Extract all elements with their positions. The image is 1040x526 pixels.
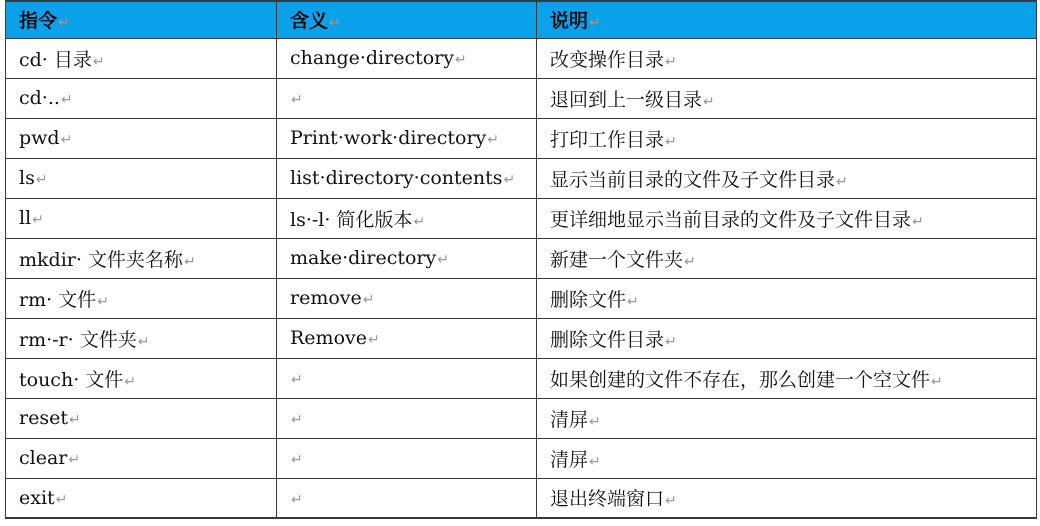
cell-text: 更详细地显示当前目录的文件及子文件目录 (550, 208, 912, 231)
table-body (6, 38, 1037, 518)
command-cell (6, 358, 277, 398)
command-cell (6, 198, 277, 238)
command-cell (6, 118, 277, 158)
meaning-cell (277, 438, 537, 478)
paragraph-mark-icon: ↵ (97, 293, 109, 310)
paragraph-mark-icon: ↵ (503, 172, 516, 188)
cell-text: mkdir· 文件夹名称 (19, 248, 183, 271)
command-table-container (5, 0, 1036, 519)
cell-text: 显示当前目录的文件及子文件目录 (550, 168, 836, 191)
header-label: 指令 (19, 10, 58, 33)
meaning-cell (277, 118, 537, 158)
table-row (6, 278, 1037, 318)
paragraph-mark-icon: ↵ (627, 293, 639, 310)
cell-text: cd·.. (19, 87, 60, 109)
cell-text: 清屏 (550, 408, 589, 431)
cell-text: touch· 文件 (19, 368, 124, 391)
paragraph-mark-icon: ↵ (32, 212, 44, 228)
cell-text: exit (19, 486, 55, 509)
description-cell (537, 478, 1037, 518)
meaning-cell (277, 78, 537, 118)
paragraph-mark-icon: ↵ (665, 493, 677, 510)
meaning-cell (277, 318, 537, 358)
cell-text: change·directory (290, 47, 454, 69)
cell-text: 打印工作目录 (550, 128, 665, 151)
cell-text: clear (19, 447, 68, 469)
meaning-cell (277, 238, 537, 278)
table-row (6, 78, 1037, 118)
paragraph-mark-icon: ↵ (665, 333, 677, 350)
header-cell-command (6, 1, 277, 38)
cell-text: 清屏 (550, 448, 589, 471)
description-cell (537, 238, 1037, 278)
cell-text: 新建一个文件夹 (550, 248, 684, 271)
command-cell (6, 78, 277, 118)
description-cell (537, 158, 1037, 198)
table-row (6, 358, 1037, 398)
description-cell (537, 318, 1037, 358)
paragraph-mark-icon: ↵ (367, 332, 380, 348)
table-row (6, 158, 1037, 198)
paragraph-mark-icon: ↵ (68, 452, 81, 468)
paragraph-mark-icon: ↵ (60, 132, 73, 148)
paragraph-mark-icon: ↵ (183, 253, 196, 270)
cell-text: 改变操作目录 (550, 48, 665, 71)
meaning-cell (277, 398, 537, 438)
description-cell (537, 78, 1037, 118)
table-row (6, 238, 1037, 278)
paragraph-mark-icon: ↵ (137, 333, 150, 350)
cell-text: Remove (290, 327, 367, 349)
meaning-cell (277, 478, 537, 518)
paragraph-mark-icon: ↵ (703, 93, 715, 110)
cell-text: reset (19, 407, 68, 429)
command-cell (6, 478, 277, 518)
paragraph-mark-icon: ↵ (291, 491, 303, 508)
cell-text: 删除文件 (550, 288, 627, 311)
command-cell (6, 278, 277, 318)
paragraph-mark-icon: ↵ (413, 213, 426, 230)
paragraph-mark-icon: ↵ (291, 412, 303, 428)
command-cell (6, 158, 277, 198)
header-cell-meaning (277, 1, 537, 38)
command-cell (6, 398, 277, 438)
paragraph-mark-icon: ↵ (589, 413, 601, 430)
header-label: 含义 (290, 10, 329, 33)
cell-text: Print·work·directory (290, 127, 487, 149)
cell-text: list·directory·contents (290, 167, 503, 189)
table-row (6, 198, 1037, 238)
paragraph-mark-icon: ↵ (362, 292, 375, 308)
table-row (6, 318, 1037, 358)
table-row (6, 398, 1037, 438)
cell-text: ls·-l· 简化版本 (290, 208, 413, 231)
description-cell (537, 118, 1037, 158)
description-cell (537, 38, 1037, 78)
cell-text: rm·-r· 文件夹 (19, 328, 137, 351)
command-cell (6, 238, 277, 278)
description-cell (537, 438, 1037, 478)
paragraph-mark-icon: ↵ (291, 452, 303, 468)
paragraph-mark-icon: ↵ (589, 453, 601, 470)
meaning-cell (277, 38, 537, 78)
meaning-cell (277, 358, 537, 398)
cell-text: 退出终端窗口 (550, 488, 665, 511)
cell-text: pwd (19, 127, 60, 149)
paragraph-mark-icon: ↵ (665, 133, 677, 150)
meaning-cell (277, 198, 537, 238)
table-row (6, 478, 1037, 518)
description-cell (537, 358, 1037, 398)
cell-text: ls (19, 167, 35, 189)
command-table (5, 0, 1037, 519)
cell-text: make·directory (290, 247, 437, 269)
command-cell (6, 438, 277, 478)
paragraph-mark-icon: ↵ (55, 491, 68, 508)
header-row (6, 1, 1037, 38)
description-cell (537, 278, 1037, 318)
paragraph-mark-icon: ↵ (329, 15, 341, 32)
cell-text: ll (19, 207, 32, 229)
cell-text: cd· 目录 (19, 48, 92, 71)
paragraph-mark-icon: ↵ (291, 372, 303, 388)
cell-text: remove (290, 287, 362, 309)
command-cell (6, 38, 277, 78)
paragraph-mark-icon: ↵ (60, 92, 73, 108)
command-cell (6, 318, 277, 358)
paragraph-mark-icon: ↵ (487, 132, 500, 148)
paragraph-mark-icon: ↵ (665, 53, 677, 70)
cell-text: rm· 文件 (19, 288, 97, 311)
description-cell (537, 398, 1037, 438)
table-row (6, 118, 1037, 158)
cell-text: 退回到上一级目录 (550, 88, 703, 111)
paragraph-mark-icon: ↵ (68, 412, 81, 428)
table-row (6, 438, 1037, 478)
paragraph-mark-icon: ↵ (589, 15, 601, 32)
paragraph-mark-icon: ↵ (58, 15, 70, 32)
paragraph-mark-icon: ↵ (931, 373, 943, 390)
meaning-cell (277, 278, 537, 318)
header-cell-description (537, 1, 1037, 38)
header-label: 说明 (550, 10, 589, 33)
table-row (6, 38, 1037, 78)
cell-text: 删除文件目录 (550, 328, 665, 351)
paragraph-mark-icon: ↵ (35, 172, 48, 188)
paragraph-mark-icon: ↵ (684, 253, 696, 270)
description-cell (537, 198, 1037, 238)
meaning-cell (277, 158, 537, 198)
paragraph-mark-icon: ↵ (124, 373, 137, 390)
cell-text: 如果创建的文件不存在，那么创建一个空文件 (550, 368, 931, 391)
paragraph-mark-icon: ↵ (291, 92, 303, 108)
paragraph-mark-icon: ↵ (437, 252, 449, 268)
paragraph-mark-icon: ↵ (836, 173, 848, 190)
paragraph-mark-icon: ↵ (455, 52, 467, 68)
paragraph-mark-icon: ↵ (912, 213, 924, 230)
paragraph-mark-icon: ↵ (92, 53, 105, 70)
